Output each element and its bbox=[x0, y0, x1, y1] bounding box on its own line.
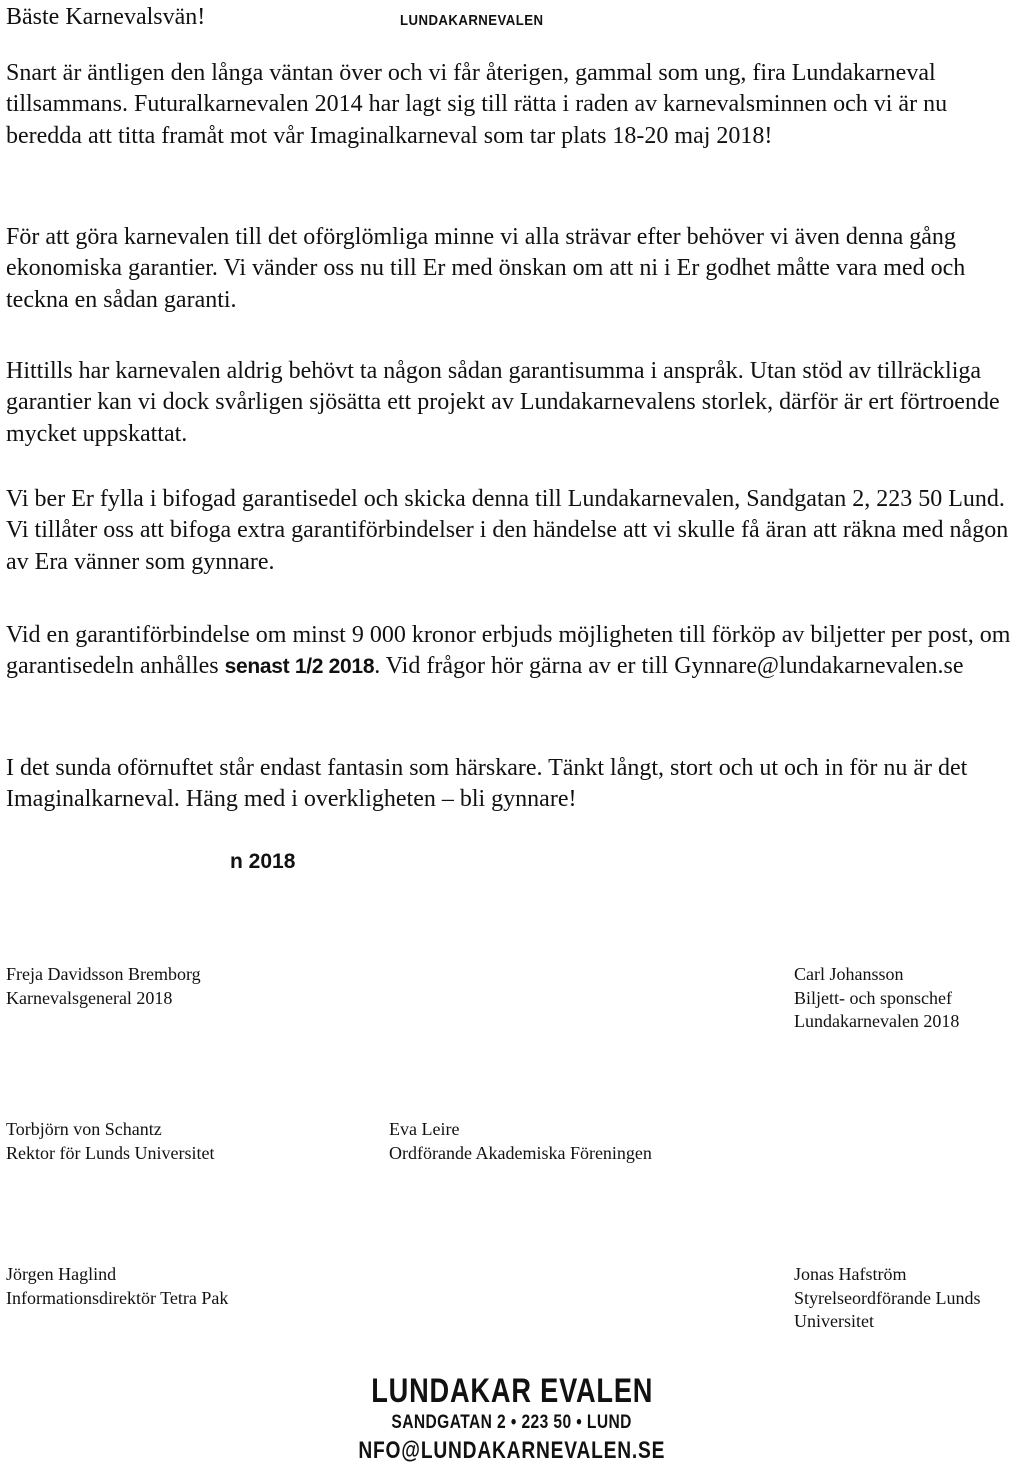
signature-title: Lundakarnevalen 2018 bbox=[794, 1011, 960, 1031]
footer-email-text: NFO@LUNDAKARNEVALEN.SE bbox=[358, 1437, 666, 1464]
signature-title: Karnevalsgeneral 2018 bbox=[6, 987, 173, 1008]
signature-title: Styrelseordförande Lunds bbox=[794, 1287, 981, 1308]
signature-name: Freja Davidsson Bremborg bbox=[6, 964, 201, 984]
paragraph-presale bbox=[6, 620, 1022, 683]
presale-text-before: Vid en garantiförbindelse om minst 9 000 kronor erbjuds möjligheten till förköp av biljetter per post, om garantisedeln anhålles bbox=[6, 622, 1011, 680]
letter-greeting: Bäste Karnevalsvän! bbox=[6, 4, 206, 30]
paragraph-instructions: Vi ber Er fylla i bifogad garantisedel och skicka denna till Lundakarnevalen, Sandgatan 2, 223 50 Lund. Vi tillåter oss att bifoga extra garantiförbindelser i den händelse att vi skulle få äran att räkna med någon av Era vänner som gynnare. bbox=[6, 486, 1009, 575]
signature-title: Informationsdirektör Tetra Pak bbox=[6, 1287, 229, 1308]
signature-name: Torbjörn von Schantz bbox=[6, 1119, 162, 1139]
signature-block bbox=[389, 1118, 652, 1165]
signature-title: Biljett- och sponschef bbox=[794, 987, 952, 1008]
footer-organization-name bbox=[0, 1372, 1024, 1411]
signature-block bbox=[6, 1118, 214, 1165]
presale-deadline: senast 1/2 2018 bbox=[224, 655, 375, 679]
header-brand: LUNDAKARNEVALEN bbox=[400, 12, 544, 29]
paragraph-closing: I det sunda oförnuftet står endast fantasin som härskare. Tänkt långt, stort och ut och in för nu är det Imaginalkarneval. Häng med i overkligheten – bli gynnare! bbox=[6, 755, 968, 813]
signature-block bbox=[794, 1263, 980, 1334]
paragraph-intro: Snart är äntligen den långa väntan över och vi får återigen, gammal som ung, fira Lundakarneval tillsammans. Futuralkarnevalen 2014 har lagt sig till rätta i raden av karnevalsminnen och vi är nu beredda att titta framåt mot vår Imaginalkarneval som tar plats 18-20 maj 2018! bbox=[6, 60, 948, 149]
presale-text-after: . Vid frågor hör gärna av er till Gynnare@lundakarnevalen.se bbox=[374, 653, 964, 680]
footer-organization-name-text: LUNDAKAR EVALEN bbox=[370, 1372, 653, 1410]
signature-name: Carl Johansson bbox=[794, 964, 904, 984]
signature-name: Eva Leire bbox=[389, 1119, 460, 1139]
paragraph-history: Hittills har karnevalen aldrig behövt ta någon sådan garantisumma i anspråk. Utan stöd av tillräckliga garantier kan vi dock svårligen sjösätta ett projekt av Lundakarnevalens storlek, därför är ert förtroende mycket uppskattat. bbox=[6, 358, 1000, 447]
signature-title: Universitet bbox=[794, 1311, 874, 1331]
footer-address bbox=[0, 1412, 1024, 1434]
signature-title: Ordförande Akademiska Föreningen bbox=[389, 1142, 652, 1163]
footer-email bbox=[0, 1437, 1024, 1465]
signature-block bbox=[6, 1263, 228, 1310]
paragraph-guarantee: För att göra karnevalen till det oförglömliga minne vi alla strävar efter behöver vi även denna gång ekonomiska garantier. Vi vänder oss nu till Er med önskan om att ni i Er godhet måtte vara med och teckna en sådan garanti. bbox=[6, 224, 966, 313]
signature-block bbox=[794, 963, 959, 1034]
signature-name: Jonas Hafström bbox=[794, 1264, 907, 1284]
signature-name: Jörgen Haglind bbox=[6, 1264, 117, 1284]
year-fragment: n 2018 bbox=[230, 850, 296, 873]
footer-address-text: SANDGATAN 2 • 223 50 • LUND bbox=[391, 1412, 633, 1433]
signature-block bbox=[6, 963, 201, 1010]
signature-title: Rektor för Lunds Universitet bbox=[6, 1142, 215, 1163]
